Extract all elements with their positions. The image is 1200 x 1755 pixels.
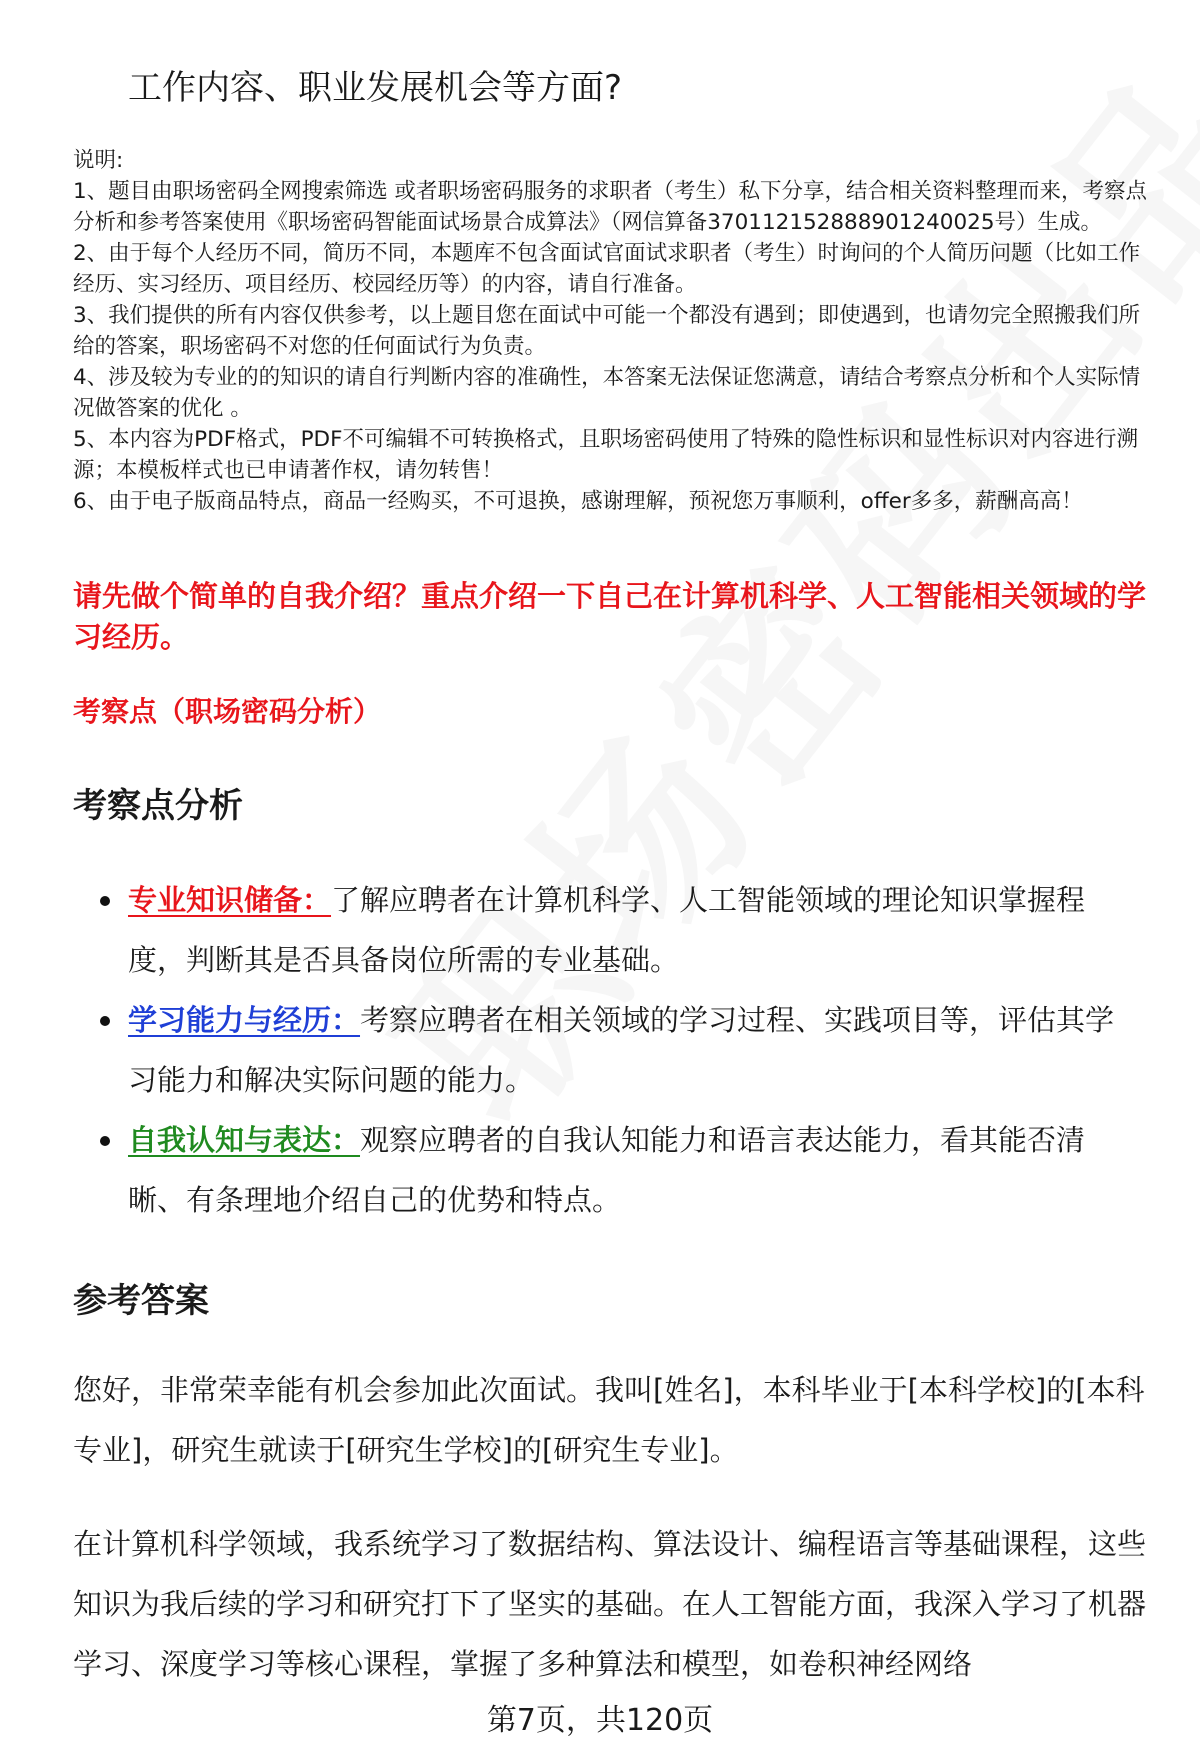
note-item: 2、由于每个人经历不同，简历不同，本题库不包含面试官面试求职者（考生）时询问的个人简历问题（比如工作经历、实习经历、项目经历、校园经历等）的内容，请自行准备。: [73, 241, 1141, 297]
bullet-icon: [100, 896, 110, 906]
note-item: 6、由于电子版商品特点，商品一经购买，不可退换，感谢理解，预祝您万事顺利，offer多多，薪酬高高！: [73, 489, 1083, 514]
analysis-list: [100, 870, 1140, 1230]
note-item: 4、涉及较为专业的的知识的请自行判断内容的准确性，本答案无法保证您满意，请结合考察点分析和个人实际情况做答案的优化 。: [73, 365, 1141, 421]
list-item: [100, 1110, 1140, 1230]
bullet-label: 专业知识储备：: [128, 883, 332, 917]
note-item: 3、我们提供的所有内容仅供参考，以上题目您在面试中可能一个都没有遇到；即使遇到，也请勿完全照搬我们所给的答案，职场密码不对您的任何面试行为负责。: [73, 303, 1141, 359]
notes-section: [73, 145, 1158, 517]
bullet-label: 学习能力与经历：: [128, 1003, 361, 1037]
list-item: [100, 990, 1140, 1110]
analysis-point-title: 考察点（职场密码分析）: [73, 695, 382, 728]
bullet-text: 了解应聘者在计算机科学、人工智能领域的理论知识掌握程度，判断其是否具备岗位所需的专业基础。: [128, 883, 1086, 977]
analysis-heading: 考察点分析: [73, 786, 243, 826]
bullet-label: 自我认知与表达：: [128, 1123, 361, 1157]
question-continuation: 工作内容、职业发展机会等方面?: [128, 68, 623, 108]
interview-question: 请先做个简单的自我介绍？重点介绍一下自己在计算机科学、人工智能相关领域的学习经历。: [73, 579, 1147, 654]
list-item: [100, 870, 1140, 990]
answer-paragraph: 您好，非常荣幸能有机会参加此次面试。我叫[姓名]，本科毕业于[本科学校]的[本科专业]，研究生就读于[研究生学校]的[研究生专业]。: [73, 1373, 1145, 1467]
bullet-icon: [100, 1016, 110, 1026]
notes-heading: 说明:: [73, 148, 124, 173]
note-item: 5、本内容为PDF格式，PDF不可编辑不可转换格式，且职场密码使用了特殊的隐性标识和显性标识对内容进行溯源；本模板样式也已申请著作权，请勿转售！: [73, 427, 1138, 483]
answer-paragraph: 在计算机科学领域，我系统学习了数据结构、算法设计、编程语言等基础课程，这些知识为我后续的学习和研究打下了坚实的基础。在人工智能方面，我深入学习了机器学习、深度学习等核心课程，掌握了多种算法和模型，如卷积神经网络: [73, 1527, 1147, 1681]
page-number: 第7页，共120页: [486, 1703, 714, 1738]
answer-heading: 参考答案: [73, 1281, 209, 1321]
bullet-text: 观察应聘者的自我认知能力和语言表达能力，看其能否清晰、有条理地介绍自己的优势和特点。: [128, 1123, 1086, 1217]
bullet-text: 考察应聘者在相关领域的学习过程、实践项目等，评估其学习能力和解决实际问题的能力。: [128, 1003, 1115, 1097]
note-item: 1、题目由职场密码全网搜索筛选 或者职场密码服务的求职者（考生）私下分享，结合相关资料整理而来，考察点分析和参考答案使用《职场密码智能面试场景合成算法》（网信算备370112152888901240025号）生成。: [73, 179, 1148, 235]
bullet-icon: [100, 1136, 110, 1146]
